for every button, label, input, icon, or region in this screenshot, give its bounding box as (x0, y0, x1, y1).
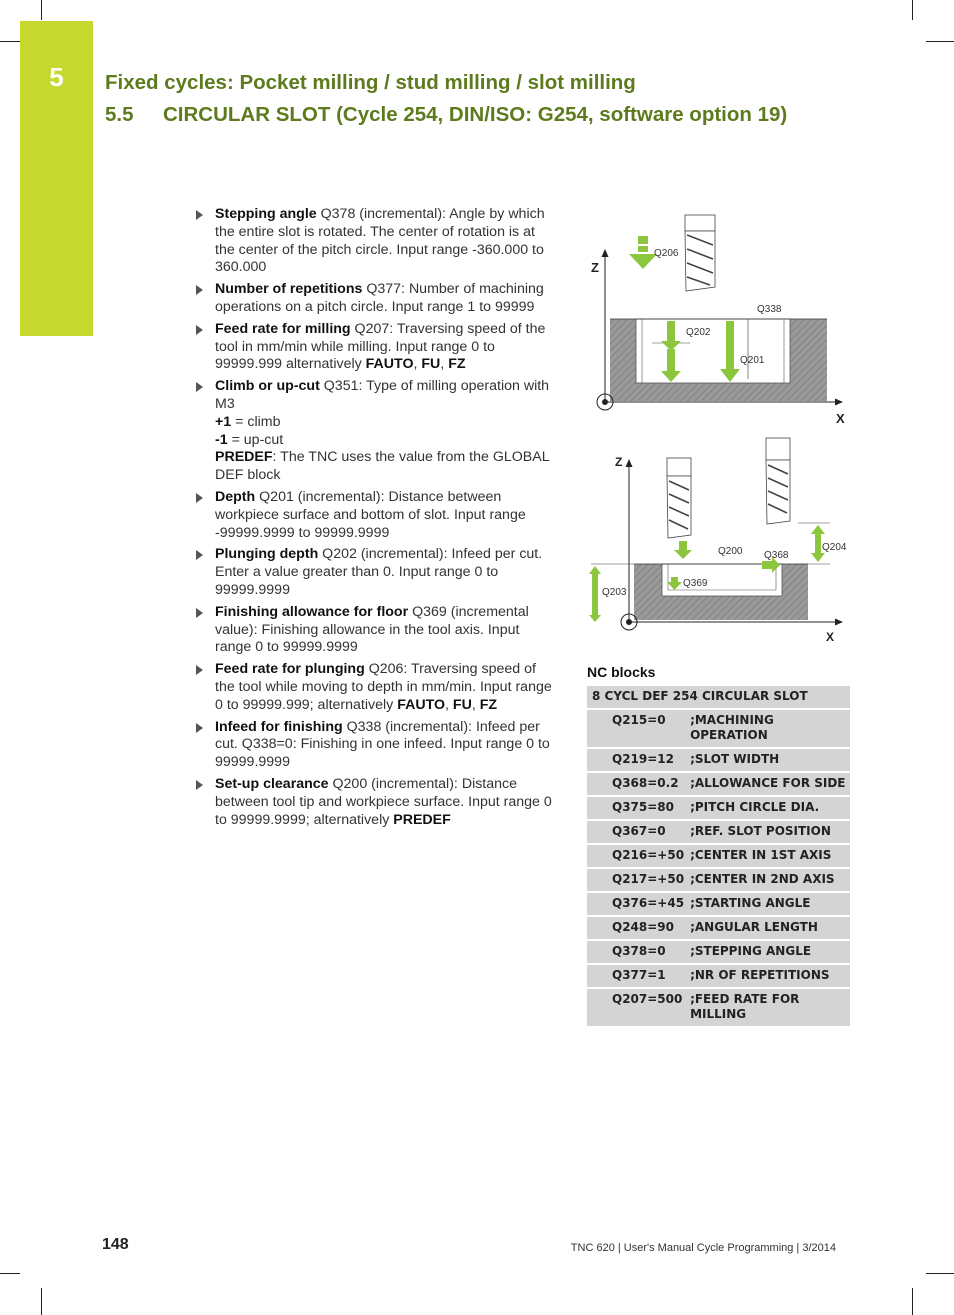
section-number: 5.5 (105, 103, 134, 126)
figure-clearance-allowances (586, 435, 848, 650)
footer-text: TNC 620 | User's Manual Cycle Programming | 3/2014 (570, 1242, 836, 1254)
x-axis-arrow-icon (835, 619, 843, 626)
parameter-text: , (445, 696, 453, 713)
parameter-term: PREDEF (215, 449, 273, 466)
parameter-item (193, 281, 558, 317)
q369-label: Q369 (683, 578, 708, 589)
parameter-term: Stepping angle (215, 206, 317, 222)
nc-code: Q216=+50 (587, 844, 688, 868)
triangle-bullet-icon (196, 550, 203, 560)
parameter-text: : The TNC uses the value from the GLOBAL DEF block (215, 449, 550, 484)
parameter-text: , (413, 356, 422, 373)
crop-mark (0, 41, 20, 42)
parameter-item (193, 321, 558, 374)
parameter-term: Number of repetitions (215, 281, 363, 298)
parameter-term: Depth (215, 488, 256, 505)
parameter-item (193, 776, 558, 829)
z-axis-arrow-icon (626, 459, 633, 467)
parameter-term: +1 (215, 413, 232, 430)
nc-row (587, 988, 850, 1027)
chapter-title: Fixed cycles: Pocket milling / stud milling / slot milling (105, 71, 636, 94)
crop-mark (926, 41, 954, 42)
nc-code: Q217=+50 (587, 868, 688, 892)
nc-code: Q219=12 (587, 748, 688, 772)
nc-comment: ;ALLOWANCE FOR SIDE (688, 772, 850, 796)
parameter-text: Q201 (incremental): Distance between workpiece surface and bottom of slot. Input range -99999.9999 to 99999.9999 (215, 488, 526, 541)
slot-pocket (636, 319, 790, 383)
parameter-list (193, 206, 558, 833)
q368-label: Q368 (764, 550, 789, 561)
parameter-item (193, 378, 558, 485)
nc-comment: ;REF. SLOT POSITION (688, 820, 850, 844)
parameter-text: Q338 (incremental): Infeed per cut. Q338=0: Finishing in one infeed. Input range 0 to 99999.9999 (215, 718, 550, 771)
parameter-text: , (471, 696, 480, 713)
nc-row (587, 820, 850, 844)
parameter-text: Q207: Traversing speed of the tool in mm/min while milling. Input range 0 to 99999.999 alternatively (215, 320, 546, 373)
nc-code: Q375=80 (587, 796, 688, 820)
triangle-bullet-icon (196, 665, 203, 675)
parameter-text: Q377: Number of machining operations on a pitch circle. Input range 1 to 99999 (215, 281, 544, 315)
nc-row (587, 868, 850, 892)
parameter-text: = up-cut (227, 431, 284, 448)
parameter-item (193, 661, 558, 714)
nc-comment: ;STEPPING ANGLE (688, 940, 850, 964)
z-axis-arrow-icon (602, 249, 609, 257)
q203-label: Q203 (602, 587, 627, 598)
parameter-term: FU (452, 696, 472, 713)
parameter-term: PREDEF (393, 811, 451, 828)
triangle-bullet-icon (196, 493, 203, 503)
triangle-bullet-icon (196, 723, 203, 733)
figure-depth-infeed (586, 205, 848, 425)
nc-row (587, 844, 850, 868)
crop-mark (912, 1288, 913, 1315)
q206-arrow-icon (629, 236, 657, 269)
parameter-term: Infeed for finishing (215, 718, 343, 735)
nc-row (587, 940, 850, 964)
crop-mark (926, 1273, 954, 1274)
z-axis-label: Z (615, 455, 623, 469)
parameter-term: FAUTO (397, 696, 446, 713)
nc-blocks-heading: NC blocks (587, 664, 656, 680)
nc-comment: ;PITCH CIRCLE DIA. (688, 796, 850, 820)
q200-arrow-icon (674, 541, 692, 559)
nc-header-row (587, 686, 850, 709)
nc-comment: ;CENTER IN 1ST AXIS (688, 844, 850, 868)
section-title-text: CIRCULAR SLOT (Cycle 254, DIN/ISO: G254, software option 19) (163, 103, 788, 126)
q204-label: Q204 (822, 542, 847, 553)
nc-code: Q378=0 (587, 940, 688, 964)
nc-comment: ;MACHINING OPERATION (688, 709, 850, 748)
nc-row (587, 916, 850, 940)
nc-comment: ;STARTING ANGLE (688, 892, 850, 916)
parameter-text: Q378 (incremental): Angle by which the entire slot is rotated. The center of rotation is at the center of the pitch circle. Input range -360.000 to 360.000 (215, 206, 545, 276)
chapter-number: 5 (49, 62, 64, 92)
parameter-item (193, 546, 558, 599)
nc-comment: ;ANGULAR LENGTH (688, 916, 850, 940)
parameter-term: Climb or up-cut (215, 378, 320, 395)
parameter-text: , (440, 356, 449, 373)
nc-code: Q215=0 (587, 709, 688, 748)
q203-arrow-icon (589, 566, 601, 622)
nc-comment: ;NR OF REPETITIONS (688, 964, 850, 988)
parameter-term: -1 (215, 431, 228, 448)
end-mill-icon (685, 215, 715, 291)
triangle-bullet-icon (196, 780, 203, 790)
nc-code: Q368=0.2 (587, 772, 688, 796)
crop-mark (0, 1273, 20, 1274)
q201-label: Q201 (740, 355, 765, 366)
parameter-term: Feed rate for milling (215, 320, 351, 337)
triangle-bullet-icon (196, 285, 203, 295)
x-axis-arrow-icon (835, 399, 843, 406)
q200-label: Q200 (718, 546, 743, 557)
parameter-text: Q351: Type of milling operation with M3 (215, 378, 550, 412)
nc-code: Q207=500 (587, 988, 688, 1027)
triangle-bullet-icon (196, 325, 203, 335)
end-mill-icon (766, 438, 790, 524)
parameter-item (193, 206, 558, 277)
x-axis-label: X (836, 411, 845, 425)
parameter-term: Finishing allowance for floor (215, 603, 409, 620)
triangle-bullet-icon (196, 382, 203, 392)
parameter-text: = climb (231, 413, 281, 430)
parameter-text: Q200 (incremental): Distance between tool tip and workpiece surface. Input range 0 to 99999.9999; alternatively (215, 775, 552, 828)
z-axis-label: Z (591, 260, 599, 275)
parameter-text: Q206: Traversing speed of the tool while moving to depth in mm/min. Input range 0 to 99999.999; alternatively (215, 661, 552, 713)
x-axis-label: X (826, 630, 835, 644)
nc-row (587, 892, 850, 916)
nc-code: Q376=+45 (587, 892, 688, 916)
triangle-bullet-icon (196, 210, 203, 220)
crop-mark (41, 1288, 42, 1315)
nc-row (587, 748, 850, 772)
nc-code: Q377=1 (587, 964, 688, 988)
end-mill-icon (667, 458, 691, 538)
parameter-item (193, 489, 558, 542)
parameter-item (193, 719, 558, 772)
nc-comment: ;SLOT WIDTH (688, 748, 850, 772)
parameter-term: FAUTO (365, 356, 414, 373)
parameter-text: Q369 (incremental value): Finishing allowance in the tool axis. Input range 0 to 99999.9999 (215, 603, 529, 656)
nc-row (587, 964, 850, 988)
nc-comment: ;CENTER IN 2ND AXIS (688, 868, 850, 892)
nc-code: Q248=90 (587, 916, 688, 940)
parameter-term: Set-up clearance (215, 775, 329, 792)
nc-comment: ;FEED RATE FOR MILLING (688, 988, 850, 1027)
nc-blocks-table (587, 686, 850, 1028)
crop-mark (912, 0, 913, 20)
q202-label: Q202 (686, 327, 711, 338)
page-number: 148 (102, 1236, 129, 1253)
parameter-term: Feed rate for plunging (215, 661, 365, 678)
parameter-term: Plunging depth (215, 546, 319, 563)
nc-row (587, 772, 850, 796)
parameter-term: FZ (448, 356, 466, 373)
triangle-bullet-icon (196, 608, 203, 618)
section-title (105, 103, 787, 127)
q206-label: Q206 (654, 248, 679, 259)
parameter-item (193, 604, 558, 657)
crop-mark (41, 0, 42, 20)
nc-row (587, 709, 850, 748)
nc-row (587, 796, 850, 820)
parameter-term: FU (421, 356, 441, 373)
q338-label: Q338 (757, 304, 782, 315)
parameter-term: FZ (479, 696, 498, 713)
parameter-text: Q202 (incremental): Infeed per cut. Enter a value greater than 0. Input range 0 to 99999.9999 (215, 546, 543, 598)
nc-code: Q367=0 (587, 820, 688, 844)
nc-first-line: 8 CYCL DEF 254 CIRCULAR SLOT (587, 686, 850, 709)
